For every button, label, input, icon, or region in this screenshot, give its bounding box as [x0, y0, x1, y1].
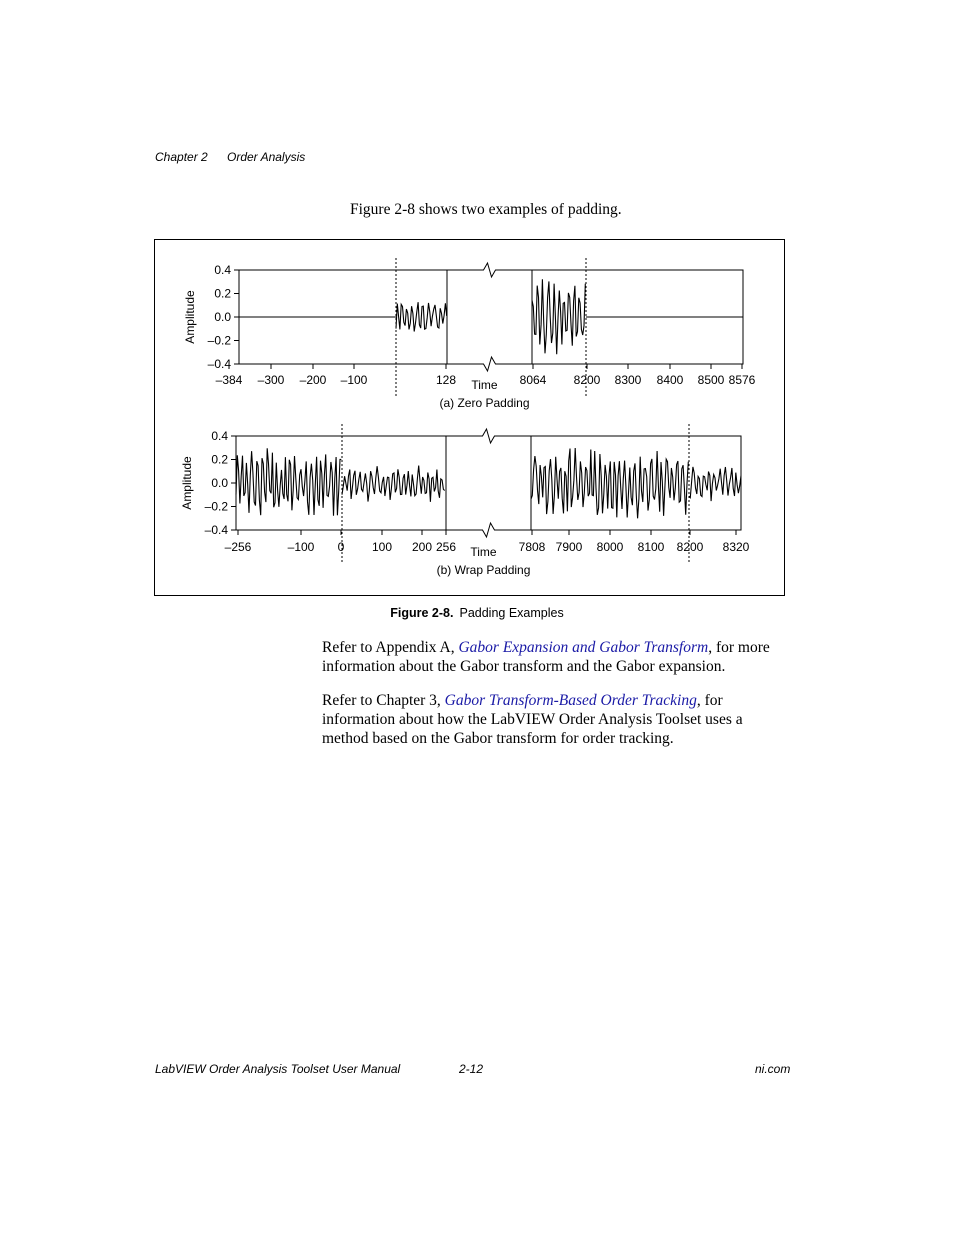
y-axis-label: Amplitude [183, 290, 197, 344]
panel-subtitle: (a) Zero Padding [439, 396, 530, 410]
y-axis-label: Amplitude [180, 456, 194, 510]
x-tick-label: –300 [257, 373, 285, 387]
figure-caption-text: Padding Examples [459, 606, 564, 620]
x-tick-label: 8100 [637, 540, 665, 554]
link-gabor-expansion[interactable]: Gabor Expansion and Gabor Transform [458, 639, 709, 656]
paragraph-text: Refer to Chapter 3, [322, 692, 445, 709]
x-tick-label: 8300 [614, 373, 642, 387]
x-tick-label: 0 [337, 540, 345, 554]
x-tick-label: 8200 [676, 540, 704, 554]
x-tick-label: 100 [371, 540, 393, 554]
axis-break-bottom [447, 357, 532, 371]
signal-trace [531, 448, 688, 518]
padding-figure [155, 240, 784, 595]
y-tick-label: 0.0 [211, 476, 228, 490]
x-tick-label: 200 [411, 540, 433, 554]
header-section: Order Analysis [227, 150, 306, 164]
x-tick-label: –384 [215, 373, 243, 387]
figure-caption [0, 606, 954, 620]
x-tick-label: 8064 [519, 373, 547, 387]
paragraph-text: Refer to Appendix A, [322, 639, 459, 656]
y-tick-label: –0.4 [207, 357, 231, 371]
y-tick-label: 0.4 [211, 429, 228, 443]
x-tick-label: 128 [435, 373, 457, 387]
paragraph-text: , for information about how the LabVIEW Order Analysis Toolset uses a method based on the Gabor transform for order tracking. [322, 692, 743, 747]
y-tick-label: –0.2 [207, 333, 231, 348]
y-tick-label: –0.2 [204, 499, 228, 514]
signal-trace [396, 302, 447, 331]
y-tick-label: 0.0 [214, 310, 231, 324]
figure-frame [154, 239, 785, 596]
x-tick-label: 7900 [555, 540, 583, 554]
figure-number: Figure 2-8. [390, 606, 454, 620]
running-header [155, 150, 305, 164]
x-tick-label: 8200 [573, 373, 601, 387]
x-tick-label: 7808 [518, 540, 546, 554]
y-tick-label: –0.4 [204, 523, 228, 537]
signal-trace [689, 467, 741, 501]
axis-break-bottom [446, 523, 531, 537]
x-tick-label: 256 [435, 540, 457, 554]
footer-website: ni.com [755, 1062, 791, 1076]
y-tick-label: 0.4 [214, 263, 231, 277]
axis-break-top [447, 263, 532, 277]
x-tick-label: –256 [224, 540, 252, 554]
paragraph-text: , for more information about the Gabor transform and the Gabor expansion. [322, 639, 770, 675]
x-tick-label: 8320 [722, 540, 750, 554]
signal-trace [342, 466, 445, 502]
x-tick-label: 8400 [656, 373, 684, 387]
paragraph-gabor-appendix [322, 638, 792, 676]
axis-break-top [446, 429, 531, 443]
signal-trace [236, 448, 341, 515]
x-tick-label: –100 [287, 540, 315, 554]
y-tick-label: 0.2 [214, 286, 231, 301]
intro-text: Figure 2-8 shows two examples of padding. [350, 201, 622, 218]
x-tick-label: –200 [299, 373, 327, 387]
x-tick-label: 8000 [596, 540, 624, 554]
x-tick-label: 8576 [728, 373, 756, 387]
y-tick-label: 0.2 [211, 452, 228, 467]
x-tick-label: 8500 [697, 373, 725, 387]
link-gabor-order-tracking[interactable]: Gabor Transform-Based Order Tracking [444, 692, 697, 709]
x-axis-label: Time [471, 378, 498, 392]
footer-page-number: 2-12 [459, 1062, 484, 1076]
x-tick-label: –100 [340, 373, 368, 387]
panel-subtitle: (b) Wrap Padding [436, 563, 531, 577]
footer-manual-title: LabVIEW Order Analysis Toolset User Manual [155, 1062, 401, 1076]
x-axis-label: Time [470, 545, 497, 559]
signal-trace [532, 279, 585, 354]
paragraph-order-tracking [322, 691, 792, 748]
header-chapter: Chapter 2 [155, 150, 208, 164]
